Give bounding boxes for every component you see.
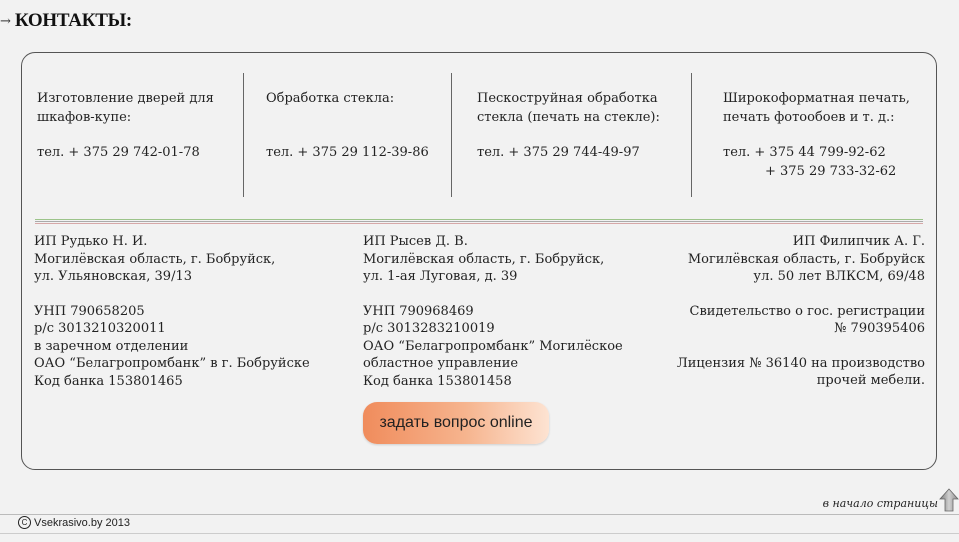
- separator-gray: [35, 221, 923, 222]
- service-glass: [266, 89, 429, 162]
- separator-red: [35, 223, 923, 224]
- company-detail: ОАО “Белагропромбанк” Могилёское: [363, 338, 623, 354]
- company-filipchik: [677, 233, 925, 390]
- page-title: КОНТАКТЫ:: [14, 10, 132, 31]
- company-name: ИП Рысев Д. В.: [363, 234, 468, 249]
- company-license: прочей мебели.: [816, 373, 925, 388]
- company-address-line: Могилёвская область, г. Бобруйск,: [363, 251, 605, 267]
- service-title-line: стекла (печать на стекле):: [477, 110, 660, 125]
- company-name: ИП Рудько Н. И.: [34, 234, 148, 249]
- company-address-line: ул. Ульяновская, 39/13: [34, 269, 192, 284]
- page-header: [0, 10, 132, 32]
- company-address-line: Могилёвская область, г. Бобруйск,: [34, 251, 276, 267]
- service-title-line: шкафов-купе:: [37, 110, 132, 125]
- separator-green: [35, 219, 923, 220]
- contacts-card: [21, 52, 937, 470]
- services-row: [22, 63, 936, 189]
- service-phone: [723, 143, 910, 181]
- company-detail: УНП 790658205: [34, 303, 145, 319]
- company-detail: в заречном отделении: [34, 338, 189, 354]
- service-title: [266, 89, 429, 127]
- company-detail: Свидетельство о гос. регистрации: [689, 303, 925, 319]
- up-arrow-icon[interactable]: [939, 488, 959, 512]
- copyright-text: Vsekrasivo.by 2013: [34, 516, 130, 529]
- company-name: ИП Филипчик А. Г.: [792, 234, 925, 249]
- service-phone: тел. + 375 29 742-01-78: [37, 145, 200, 160]
- company-address-line: ул. 50 лет ВЛКСМ, 69/48: [753, 269, 925, 284]
- company-license: Лицензия № 36140 на производство: [676, 355, 925, 371]
- footer-divider: [0, 514, 959, 515]
- service-title: [723, 89, 910, 127]
- ask-question-online-button[interactable]: задать вопрос online: [363, 402, 549, 444]
- company-detail: УНП 790968469: [363, 303, 474, 319]
- company-address-line: Могилёвская область, г. Бобруйск: [687, 251, 925, 267]
- service-phone: тел. + 375 29 112-39-86: [266, 145, 429, 160]
- back-to-top-link[interactable]: [823, 488, 959, 512]
- column-divider: [691, 73, 692, 197]
- company-detail: Код банка 153801465: [34, 373, 183, 389]
- service-phone-line: тел. + 375 44 799-92-62: [723, 145, 886, 160]
- service-title-line: Пескоструйная обработка: [477, 91, 658, 106]
- service-phone: тел. + 375 29 744-49-97: [477, 145, 640, 160]
- service-sandblast: [477, 89, 660, 162]
- service-phone-line: + 375 29 733-32-62: [765, 164, 897, 179]
- service-title-line: печать фотообоев и т. д.:: [723, 110, 895, 125]
- company-address-line: ул. 1-ая Луговая, д. 39: [363, 269, 518, 284]
- copyright: [18, 516, 130, 529]
- company-detail: р/с 3013283210019: [363, 321, 495, 336]
- service-title-line: Широкоформатная печать,: [723, 91, 910, 106]
- company-detail: ОАО “Белагропромбанк” в г. Бобруйске: [34, 356, 310, 371]
- company-rysev: [363, 233, 623, 390]
- column-divider: [451, 73, 452, 197]
- service-title-line: Обработка стекла:: [266, 91, 395, 106]
- copyright-icon: C: [18, 516, 31, 529]
- service-wideformat: [723, 89, 910, 181]
- footer-bottom-line: [0, 533, 959, 534]
- back-to-top-label[interactable]: в начало страницы: [822, 497, 938, 510]
- arrow-right-icon: →: [0, 13, 11, 29]
- company-detail: областное управление: [363, 356, 519, 371]
- service-title-line: Изготовление дверей для: [37, 91, 214, 106]
- company-rudko: [34, 233, 310, 390]
- company-detail: Код банка 153801458: [363, 373, 512, 389]
- service-title: [477, 89, 660, 127]
- column-divider: [243, 73, 244, 197]
- company-detail: р/с 3013210320011: [34, 321, 166, 336]
- service-doors: [37, 89, 214, 162]
- service-title: [37, 89, 214, 127]
- company-detail: № 790395406: [834, 321, 925, 336]
